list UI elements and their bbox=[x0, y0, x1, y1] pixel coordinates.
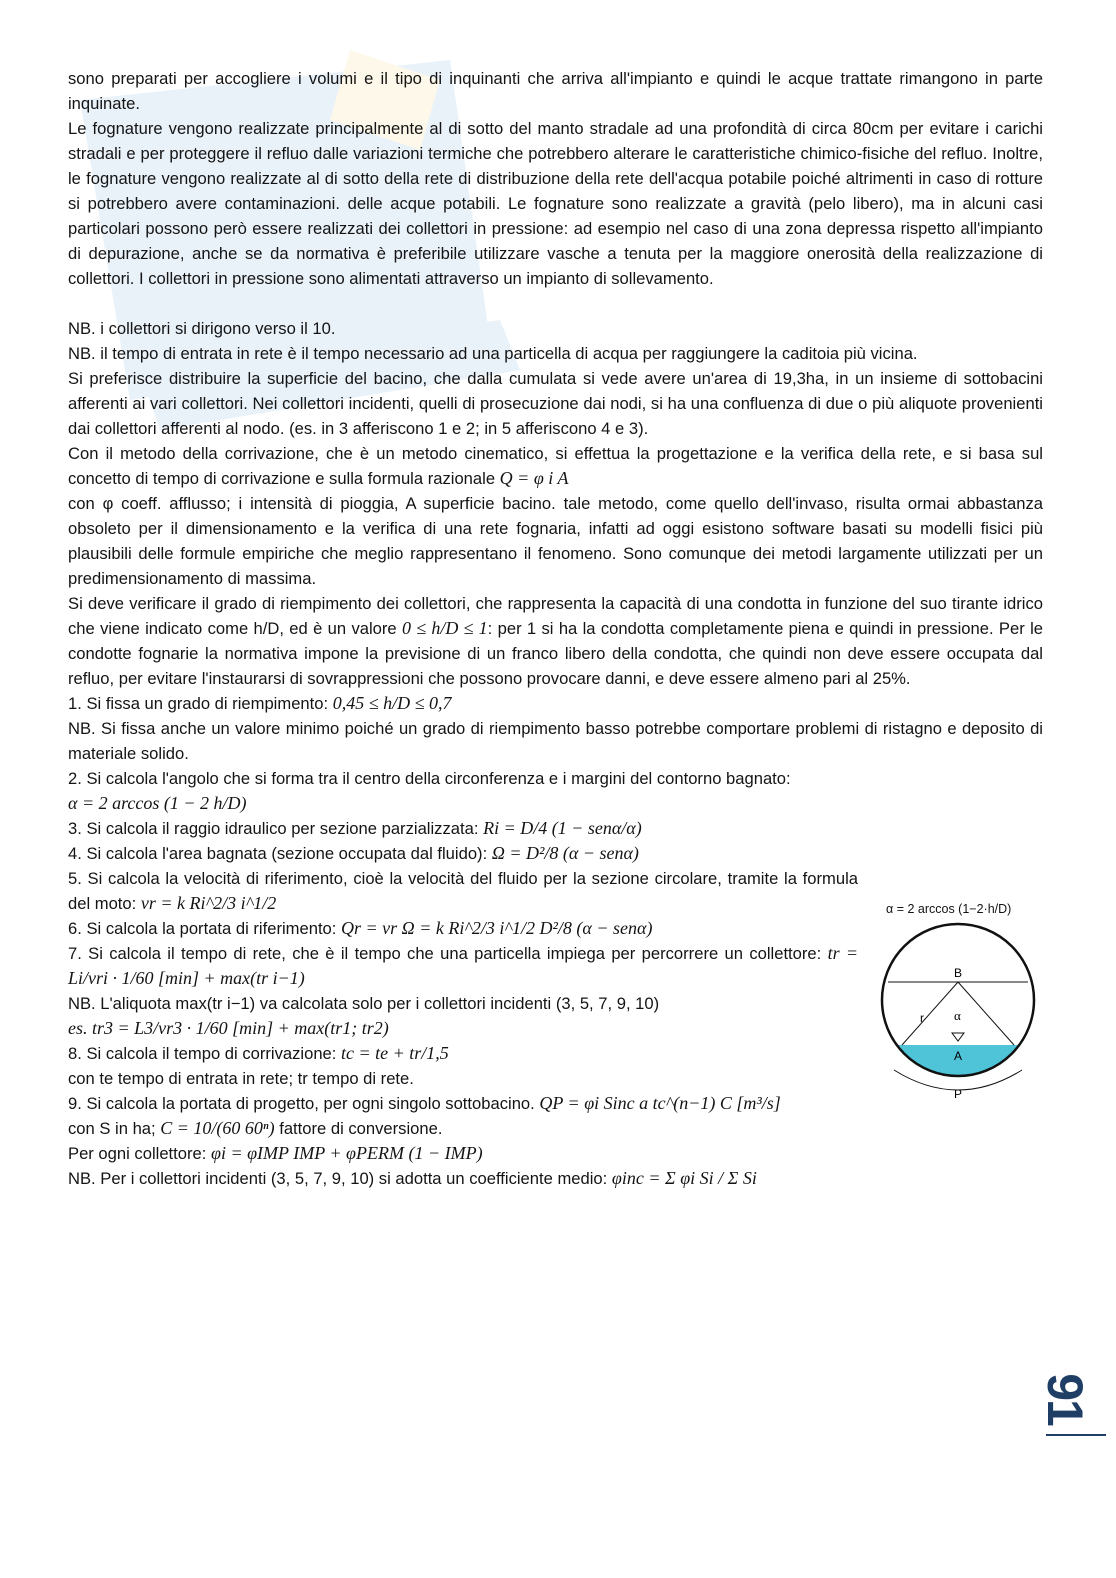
step-8-text: 8. Si calcola il tempo di corrivazione: bbox=[68, 1044, 337, 1063]
paragraph-metodo: con φ coeff. afflusso; i intensità di pioggia, A superficie bacino. tale metodo, come quello dell'invaso, risulta ormai abbastanza obsoleto per il dimensionamento e la verifica di una rete fognaria, infatti ad oggi esistono software basati su modelli fisici più plausibili delle formule empiriche che meglio rappresentano il fenomeno. Sono comunque dei metodi largamente utilizzati per un predimensionamento di massima. bbox=[68, 494, 1043, 588]
step-9-note bbox=[68, 1116, 1043, 1141]
step-9-note-tail: fattore di conversione. bbox=[279, 1119, 443, 1138]
formula-step-9: QP = φi Sinc a tc^(n−1) C [m³/s] bbox=[539, 1093, 781, 1113]
page-number bbox=[1028, 1362, 1093, 1436]
formula-step-5: vr = k Ri^2/3 i^1/2 bbox=[140, 893, 277, 913]
formula-step-8: tc = te + tr/1,5 bbox=[341, 1043, 449, 1063]
label-r: r bbox=[920, 1011, 924, 1025]
formula-step-7: tr = Li/vri · 1/60 [min] + max(tr i−1) bbox=[68, 943, 858, 988]
step-5 bbox=[68, 866, 858, 916]
step-5-text: 5. Si calcola la velocità di riferimento, cioè la velocità del fluido per la sezione circolare, tramite la formula del moto: bbox=[68, 869, 858, 913]
paragraph-riempimento bbox=[68, 591, 1043, 691]
step-9-note-text: con S in ha; bbox=[68, 1119, 156, 1138]
step-2-formula-line bbox=[68, 791, 1043, 816]
page-number-text: 91 bbox=[1037, 1373, 1093, 1425]
formula-step-6: Qr = vr Ω = k Ri^2/3 i^1/2 D²/8 (α − senα) bbox=[341, 918, 653, 938]
step-3 bbox=[68, 816, 858, 841]
radius-right bbox=[958, 982, 1014, 1045]
formula-step-2: α = 2 arccos (1 − 2 h/D) bbox=[68, 793, 247, 813]
formula-step-10: φi = φIMP IMP + φPERM (1 − IMP) bbox=[210, 1143, 483, 1163]
step-9-text: 9. Si calcola la portata di progetto, per ogni singolo sottobacino. bbox=[68, 1094, 535, 1113]
step-4-text: 4. Si calcola l'area bagnata (sezione occupata dal fluido): bbox=[68, 844, 488, 863]
label-a: A bbox=[954, 1049, 963, 1063]
step-4 bbox=[68, 841, 858, 866]
figure-caption: α = 2 arccos (1−2·h/D) bbox=[886, 902, 1012, 916]
circular-section-diagram bbox=[872, 920, 1052, 1110]
formula-coefficiente-medio: φinc = Σ φi Si / Σ Si bbox=[611, 1168, 757, 1188]
note-riempimento-minimo: NB. Si fissa anche un valore minimo poiché un grado di riempimento basso potrebbe comportare problemi di ristagno e deposito di materiale solido. bbox=[68, 719, 1043, 763]
formula-conversion: C = 10/(60 60ⁿ) bbox=[160, 1118, 275, 1138]
note-aliquota: NB. L'aliquota max(tr i−1) va calcolata solo per i collettori incidenti (3, 5, 7, 9, 10) bbox=[68, 994, 660, 1013]
paragraph-riempimento-tail: : per 1 si ha la condotta completamente piena e quindi in pressione. Per le condotte fognarie la normativa impone la previsione di un franco libero della condotta, che quindi non deve essere occupata dal refluo, per evitare l'instaurarsi di sovrappressioni che possono provocare danni, e deve essere almeno pari al 25%. bbox=[68, 619, 1043, 688]
radius-left bbox=[902, 982, 958, 1045]
step-7-text: 7. Si calcola il tempo di rete, che è il tempo che una particella impiega per percorrere un collettore: bbox=[68, 944, 822, 963]
paragraph-sottobacini: Si preferisce distribuire la superficie del bacino, che dalla cumulata si vede avere un'area di 19,3ha, in un insieme di sottobacini afferenti ai vari collettori. Nei collettori incidenti, quelli di prosecuzione dai nodi, si ha una confluenza di due o più aliquote provenienti dai collettori afferenti al nodo. (es. in 3 afferiscono 1 e 2; in 5 afferiscono 4 e 3). bbox=[68, 369, 1043, 438]
step-6 bbox=[68, 916, 858, 941]
step-6-text: 6. Si calcola la portata di riferimento: bbox=[68, 919, 337, 938]
step-1 bbox=[68, 691, 1043, 716]
paragraph-corrivazione bbox=[68, 441, 1043, 491]
paragraph-corrivazione-text: Con il metodo della corrivazione, che è un metodo cinematico, si effettua la progettazione e la verifica della rete, e si basa sul concetto di tempo di corrivazione e sulla formula razionale bbox=[68, 444, 1043, 488]
label-alpha: α bbox=[954, 1008, 961, 1023]
paragraph-intro: sono preparati per accogliere i volumi e il tipo di inquinanti che arriva all'impianto e quindi le acque trattate rimangono in parte inquinate. bbox=[68, 69, 1043, 113]
formula-razionale: Q = φ i A bbox=[499, 468, 569, 488]
label-p: P bbox=[954, 1087, 963, 1101]
paragraph-fognature: Le fognature vengono realizzate principalmente al di sotto del manto stradale ad una profondità di circa 80cm per evitare i carichi stradali e per proteggere il refluo dalle variazioni termiche che potrebbero alterare le caratteristiche chimico-fisiche del refluo. Inoltre, le fognature vengono realizzate al di sotto della rete di distribuzione della rete dell'acqua potabile poiché altrimenti in caso di rotture si potrebbero avere contaminazioni. delle acque potabili. Le fognature sono realizzate a gravità (pelo libero), ma in alcuni casi particolari possono però essere realizzati dei collettori in pressione: ad esempio nel caso di una zona depressa rispetto all'impianto di depurazione, anche se da normativa è preferibile utilizzare vasche a tenuta per la maggiore onerosità della realizzazione di collettori. I collettori in pressione sono alimentati attraverso un impianto di sollevamento. bbox=[68, 119, 1043, 288]
step-3-text: 3. Si calcola il raggio idraulico per sezione parzializzata: bbox=[68, 819, 479, 838]
note-coefficiente-medio-text: NB. Per i collettori incidenti (3, 5, 7, 9, 10) si adotta un coefficiente medio: bbox=[68, 1169, 608, 1188]
page-rule bbox=[1046, 1434, 1106, 1436]
label-b: B bbox=[954, 966, 963, 980]
formula-example: es. tr3 = L3/vr3 · 1/60 [min] + max(tr1; tr2) bbox=[68, 1018, 389, 1038]
formula-step-3: Ri = D/4 (1 − senα/α) bbox=[483, 818, 642, 838]
step-1-text: 1. Si fissa un grado di riempimento: bbox=[68, 694, 329, 713]
step-2-text: 2. Si calcola l'angolo che si forma tra il centro della circonferenza e i margini del contorno bagnato: bbox=[68, 769, 791, 788]
formula-step-1: 0,45 ≤ h/D ≤ 0,7 bbox=[332, 693, 452, 713]
note-coefficiente-medio bbox=[68, 1166, 1043, 1191]
step-7 bbox=[68, 941, 858, 991]
paragraph-riempimento-text: Si deve verificare il grado di riempimento dei collettori, che rappresenta la capacità di una condotta in funzione del suo tirante idrico che viene indicato come h/D, ed è un valore bbox=[68, 594, 1043, 638]
water-level-icon bbox=[952, 1033, 964, 1041]
note-tempo-entrata: NB. il tempo di entrata in rete è il tempo necessario ad una particella di acqua per raggiungere la caditoia più vicina. bbox=[68, 344, 918, 363]
formula-step-4: Ω = D²/8 (α − senα) bbox=[491, 843, 639, 863]
step-8-note: con te tempo di entrata in rete; tr tempo di rete. bbox=[68, 1069, 414, 1088]
formula-riempimento-range: 0 ≤ h/D ≤ 1 bbox=[402, 618, 488, 638]
circular-section-figure bbox=[872, 898, 1052, 1108]
note-collettori: NB. i collettori si dirigono verso il 10. bbox=[68, 319, 336, 338]
step-10-text: Per ogni collettore: bbox=[68, 1144, 207, 1163]
step-10 bbox=[68, 1141, 1043, 1166]
